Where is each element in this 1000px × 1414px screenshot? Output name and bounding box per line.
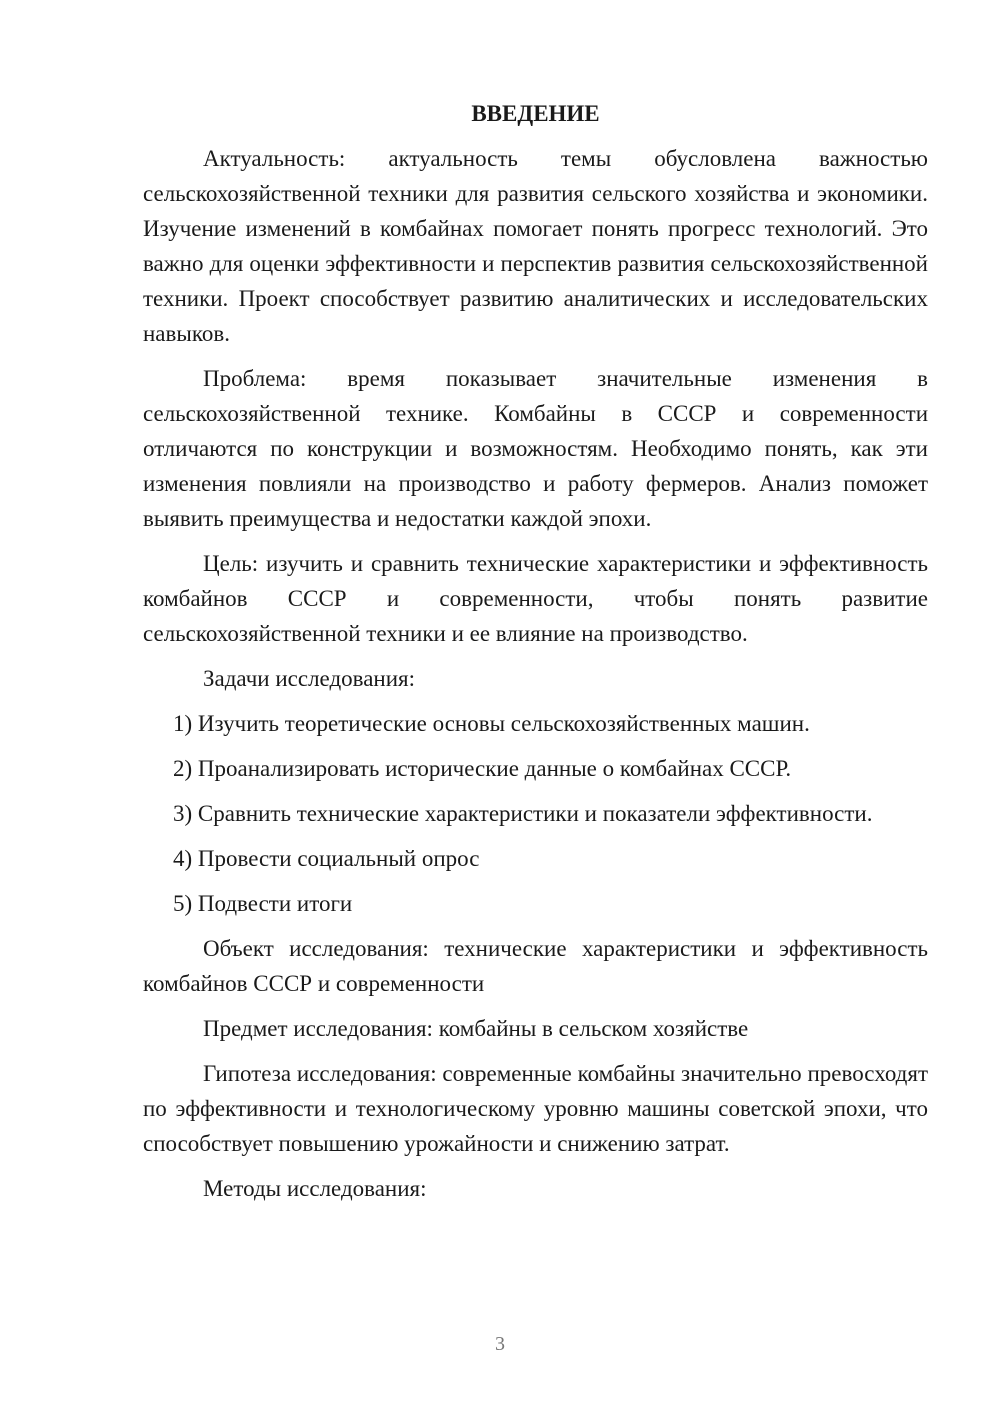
paragraph-tasks-heading: Задачи исследования: — [203, 666, 416, 691]
paragraph-methods: Методы исследования: — [203, 1176, 427, 1201]
paragraph-subject: Предмет исследования: комбайны в сельском хозяйстве — [203, 1016, 749, 1041]
paragraph-hypothesis: Гипотеза исследования: современные комбайны значительно превосходят по эффективности и технологическому уровню машины советской эпохи, что способствует повышению урожайности и снижению затрат. — [143, 1061, 928, 1156]
paragraph-goal: Цель: изучить и сравнить технические характеристики и эффективность комбайнов СССР и современности, чтобы понять развитие сельскохозяйственной техники и ее влияние на производство. — [143, 551, 928, 646]
task-item-2: 2) Проанализировать исторические данные о комбайнах СССР. — [173, 756, 792, 781]
task-item-3: 3) Сравнить технические характеристики и показатели эффективности. — [173, 801, 873, 826]
task-item-5: 5) Подвести итоги — [173, 891, 353, 916]
page-content — [143, 96, 928, 1216]
page-number: 3 — [495, 1333, 505, 1355]
section-title: ВВЕДЕНИЕ — [471, 101, 600, 126]
task-item-4: 4) Провести социальный опрос — [173, 846, 480, 871]
paragraph-relevance: Актуальность: актуальность темы обусловлена важностью сельскохозяйственной техники для развития сельского хозяйства и экономики. Изучение изменений в комбайнах помогает понять прогресс технологий. Это важно для оценки эффективности и перспектив развития сельскохозяйственной техники. Проект способствует развитию аналитических и исследовательских навыков. — [143, 146, 928, 346]
task-item-1: 1) Изучить теоретические основы сельскохозяйственных машин. — [173, 711, 810, 736]
paragraph-object: Объект исследования: технические характеристики и эффективность комбайнов СССР и современности — [143, 936, 928, 996]
paragraph-problem: Проблема: время показывает значительные изменения в сельскохозяйственной технике. Комбайны в СССР и современности отличаются по конструкции и возможностям. Необходимо понять, как эти изменения повлияли на производство и работу фермеров. Анализ поможет выявить преимущества и недостатки каждой эпохи. — [143, 366, 928, 531]
